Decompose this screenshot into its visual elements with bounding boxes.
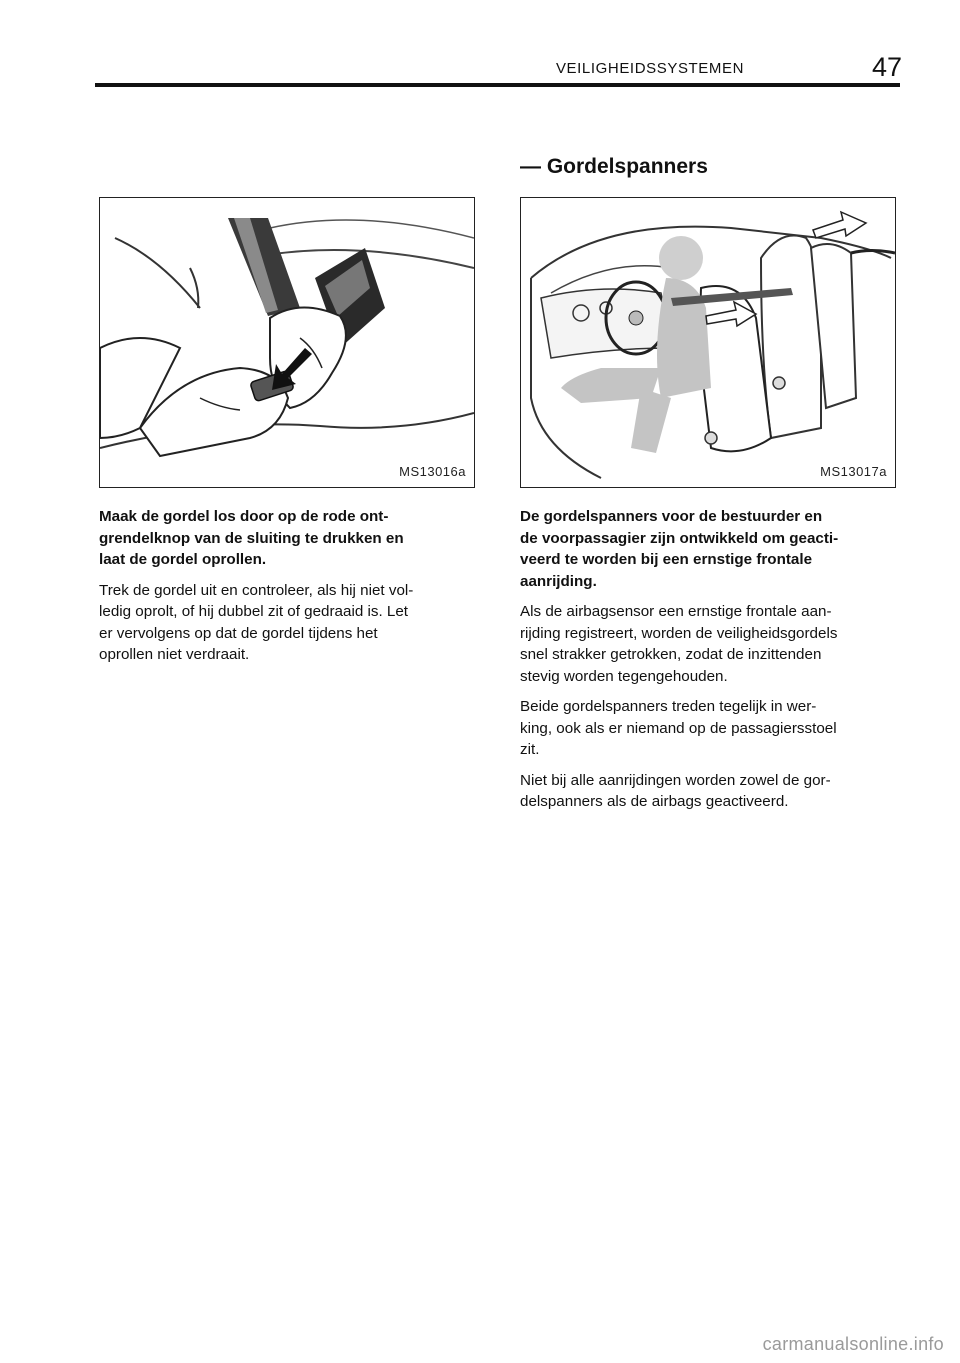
seatbelt-pretensioner-illustration <box>521 198 895 487</box>
section-title: — Gordelspanners <box>520 155 708 178</box>
figure-seatbelt-release <box>99 197 475 488</box>
figure-code: MS13017a <box>820 464 887 479</box>
instruction-body: Trek de gordel uit en controleer, als hij niet vol- ledig oprolt, of hij dubbel zit of gedraaid is. Let er vervolgens op dat de gordel tijdens het oprollen niet verdraait. <box>99 581 414 663</box>
pretensioner-paragraph-3: Niet bij alle aanrijdingen worden zowel de gor- delspanners als de airbags geactiveerd. <box>520 771 831 810</box>
figure-code: MS13016a <box>399 464 466 479</box>
header-rule <box>95 83 900 87</box>
figure-gordelspanners <box>520 197 896 488</box>
pretensioner-lead: De gordelspanners voor de bestuurder en de voorpassagier zijn ontwikkeld om geacti- veerd te worden bij een ernstige frontale aanrijding. <box>520 508 839 590</box>
left-column <box>99 506 481 675</box>
page-number: 47 <box>871 52 902 82</box>
pretensioner-paragraph-2: Beide gordelspanners treden tegelijk in wer- king, ook als er niemand op de passagiersstoel zit. <box>520 698 837 758</box>
seatbelt-release-illustration <box>100 198 474 487</box>
instruction-lead: Maak de gordel los door op de rode ont- grendelknop van de sluiting te drukken en laat de gordel oprollen. <box>99 508 404 568</box>
running-header: VEILIGHEIDSSYSTEMEN <box>555 60 745 77</box>
pretensioner-paragraph-1: Als de airbagsensor een ernstige frontale aan- rijding registreert, worden de veiligheidsgordels snel strakker getrokken, zodat de inzittenden stevig worden tegengehouden. <box>520 603 838 685</box>
right-column <box>520 506 902 822</box>
watermark: carmanualsonline.info <box>762 1334 944 1354</box>
